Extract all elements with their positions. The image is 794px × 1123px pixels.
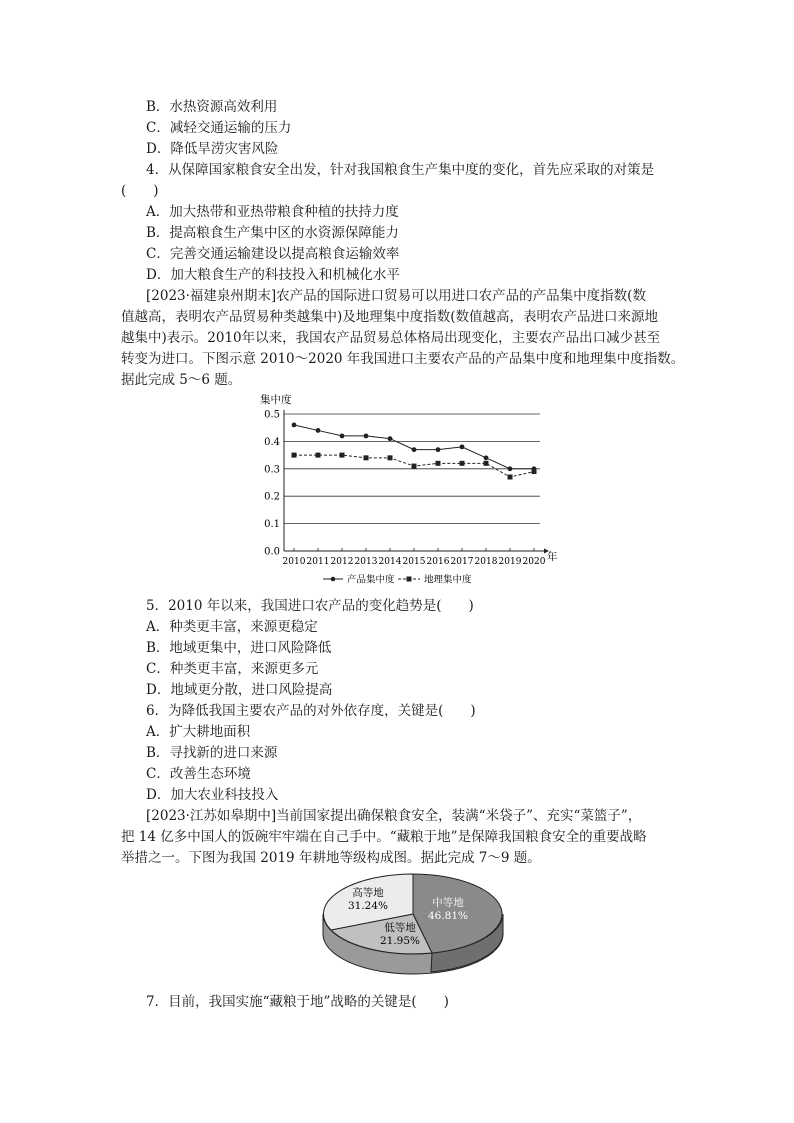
data-point-product xyxy=(340,434,345,439)
legend-marker-product xyxy=(331,577,336,582)
y-axis-label: 集中度 xyxy=(260,394,292,406)
concentration-line-chart xyxy=(250,392,570,592)
data-point-product xyxy=(388,436,393,441)
x-tick-label: 2016 xyxy=(426,557,450,567)
data-point-geo xyxy=(460,461,465,466)
passage2-line: 举措之一。下图为我国 2019 年耕地等级构成图。据此完成 7～9 题。 xyxy=(121,850,541,866)
q6-stem: 6．为降低我国主要农产品的对外依存度，关键是( ) xyxy=(146,703,476,719)
legend-label-product: 产品集中度 xyxy=(347,574,395,586)
pie-label-medium-name: 中等地 xyxy=(432,897,464,909)
data-point-geo xyxy=(532,469,537,474)
pie-label-high-value: 31.24% xyxy=(347,900,389,912)
data-point-geo xyxy=(484,461,489,466)
q5-option-c: C．种类更丰富，来源更多元 xyxy=(146,661,319,677)
q4-option-a: A．加大热带和亚热带粮食种植的扶持力度 xyxy=(146,204,399,220)
legend-label-geo: 地理集中度 xyxy=(424,574,472,586)
q7-stem: 7．目前，我国实施“藏粮于地”战略的关键是( ) xyxy=(146,994,449,1010)
q3-option-c: C．减轻交通运输的压力 xyxy=(146,120,292,136)
q4-option-c: C．完善交通运输建设以提高粮食运输效率 xyxy=(146,246,400,262)
data-point-product xyxy=(484,455,489,460)
x-tick-label: 2020 xyxy=(522,557,546,567)
passage1-line: 转变为进口。下图示意 2010～2020 年我国进口主要农产品的产品集中度和地理集中度指数。 xyxy=(121,351,685,367)
q4-blank: ( ) xyxy=(121,183,159,199)
y-tick-label: 0.5 xyxy=(264,409,280,421)
data-point-geo xyxy=(412,464,417,469)
y-tick-label: 0.2 xyxy=(264,491,280,503)
x-tick-label: 2015 xyxy=(402,557,426,567)
data-point-product xyxy=(460,444,465,449)
x-tick-label: 2014 xyxy=(378,557,402,567)
y-tick-label: 0.4 xyxy=(264,436,280,448)
data-point-product xyxy=(436,447,441,452)
y-tick-label: 0.0 xyxy=(264,546,280,558)
data-point-geo xyxy=(436,461,441,466)
passage1-line: 越集中)表示。2010年以来，我国农产品贸易总体格局出现变化，主要农产品出口减少甚至 xyxy=(121,330,661,346)
q6-option-c: C．改善生态环境 xyxy=(146,766,251,782)
q5-option-d: D．地域更分散，进口风险提高 xyxy=(146,682,333,698)
x-tick-label: 2018 xyxy=(474,557,498,567)
q4-option-d: D．加大粮食生产的科技投入和机械化水平 xyxy=(146,267,400,283)
farmland-grade-pie-chart xyxy=(318,872,508,982)
pie-label-low-name: 低等地 xyxy=(384,922,416,934)
q4-option-b: B．提高粮食生产集中区的水资源保障能力 xyxy=(146,225,399,241)
passage2-line: [2023·江苏如皋期中]当前国家提出确保粮食安全，装满“米袋子”、充实“菜篮子”， xyxy=(146,808,642,824)
q4-stem: 4．从保障国家粮食安全出发，针对我国粮食生产集中度的变化，首先应采取的对策是 xyxy=(146,162,655,178)
data-point-product xyxy=(292,423,297,428)
data-point-geo xyxy=(340,453,345,458)
data-point-product xyxy=(508,466,513,471)
x-tick-label: 2010 xyxy=(282,557,306,567)
data-point-geo xyxy=(292,453,297,458)
pie-label-high-name: 高等地 xyxy=(352,887,384,899)
passage1-line: 据此完成 5～6 题。 xyxy=(121,372,242,388)
x-tick-label: 2013 xyxy=(354,557,378,567)
pie-label-low-value: 21.95% xyxy=(379,935,421,947)
q3-option-b: B．水热资源高效利用 xyxy=(146,99,278,115)
data-point-product xyxy=(316,428,321,433)
legend-marker-geo xyxy=(407,577,412,582)
x-tick-label: 2012 xyxy=(330,557,354,567)
x-tick-label: 2011 xyxy=(306,557,330,567)
q6-option-d: D．加大农业科技投入 xyxy=(146,787,279,803)
data-point-geo xyxy=(316,453,321,458)
data-point-product xyxy=(364,434,369,439)
passage1-line: [2023·福建泉州期末]农产品的国际进口贸易可以用进口农产品的产品集中度指数(数 xyxy=(146,288,646,304)
q5-option-a: A．种类更丰富，来源更稳定 xyxy=(146,619,318,635)
passage1-line: 值越高，表明农产品贸易种类越集中)及地理集中度指数(数值越高，表明农产品进口来源地 xyxy=(121,309,659,325)
x-tick-label: 2019 xyxy=(498,557,522,567)
q3-option-d: D．降低旱涝灾害风险 xyxy=(146,141,279,157)
q6-option-a: A．扩大耕地面积 xyxy=(146,724,251,740)
data-point-product xyxy=(412,447,417,452)
y-tick-label: 0.3 xyxy=(264,464,280,476)
x-tick-label: 2017 xyxy=(450,557,474,567)
q5-option-b: B．地域更集中，进口风险降低 xyxy=(146,640,332,656)
q5-stem: 5．2010 年以来，我国进口农产品的变化趋势是( ) xyxy=(146,598,474,614)
passage2-line: 把 14 亿多中国人的饭碗牢牢端在自己手中。“藏粮于地”是保障我国粮食安全的重要战略 xyxy=(121,829,647,845)
y-tick-label: 0.1 xyxy=(264,519,280,531)
series-line-product xyxy=(294,425,534,469)
data-point-geo xyxy=(508,475,513,480)
x-axis-label: 年 xyxy=(547,551,558,563)
q6-option-b: B．寻找新的进口来源 xyxy=(146,745,278,761)
pie-label-medium-value: 46.81% xyxy=(427,910,469,922)
data-point-geo xyxy=(388,455,393,460)
data-point-geo xyxy=(364,455,369,460)
